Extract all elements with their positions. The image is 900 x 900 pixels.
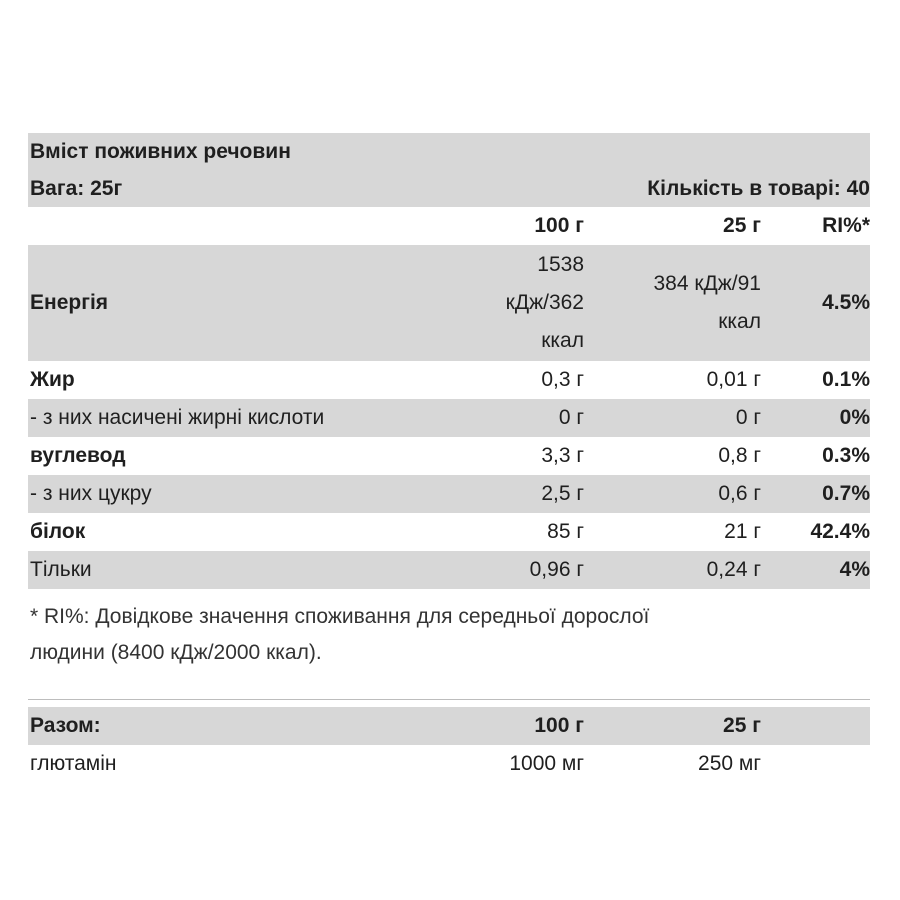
energy-per25-line: ккал bbox=[718, 310, 761, 333]
row-per100: 2,5 г bbox=[541, 482, 584, 505]
table-row bbox=[28, 437, 870, 475]
row-per25: 21 г bbox=[724, 520, 761, 543]
row-label: Жир bbox=[30, 368, 75, 391]
totals-header bbox=[28, 707, 870, 745]
row-per25: 0 г bbox=[735, 406, 761, 429]
row-ri: 4% bbox=[839, 558, 870, 581]
footnote-line: * RI%: Довідкове значення споживання для середньої дорослої bbox=[30, 605, 650, 628]
footnote bbox=[28, 599, 870, 671]
totals-item-per25: 250 мг bbox=[698, 752, 761, 775]
row-label: білок bbox=[30, 520, 86, 543]
energy-per100 bbox=[420, 246, 584, 360]
energy-per100-line: кДж/362 bbox=[505, 291, 584, 314]
quantity-label: Кількість в товарі: 40 bbox=[647, 176, 870, 200]
row-per100: 3,3 г bbox=[541, 444, 584, 467]
row-label: Тільки bbox=[30, 558, 92, 581]
row-per100: 85 г bbox=[547, 520, 584, 543]
row-label: Енергія bbox=[30, 291, 109, 314]
column-header-ri: RI%* bbox=[822, 214, 870, 237]
divider bbox=[28, 699, 870, 700]
row-per25: 0,01 г bbox=[706, 368, 761, 391]
row-per100: 0,3 г bbox=[541, 368, 584, 391]
row-label: - з них цукру bbox=[30, 482, 152, 505]
table-title-line bbox=[28, 133, 870, 170]
energy-per25 bbox=[584, 265, 761, 341]
totals-item-label: глютамін bbox=[30, 752, 117, 775]
row-per25: 0,6 г bbox=[718, 482, 761, 505]
weight-quantity-line bbox=[28, 170, 870, 207]
column-headers bbox=[28, 207, 870, 245]
table-row bbox=[28, 551, 870, 589]
table-row bbox=[28, 399, 870, 437]
row-ri: 0.1% bbox=[822, 368, 870, 391]
row-per100: 0,96 г bbox=[529, 558, 584, 581]
energy-per100-line: ккал bbox=[541, 329, 584, 352]
table-title: Вміст поживних речовин bbox=[30, 139, 291, 163]
row-label: вуглевод bbox=[30, 444, 126, 467]
energy-per25-line: 384 кДж/91 bbox=[653, 272, 761, 295]
column-header-25g: 25 г bbox=[723, 214, 761, 237]
totals-per25: 25 г bbox=[723, 714, 761, 737]
row-label: - з них насичені жирні кислоти bbox=[30, 406, 325, 429]
row-ri: 0% bbox=[839, 406, 870, 429]
row-per100: 0 г bbox=[558, 406, 584, 429]
table-row bbox=[28, 475, 870, 513]
table-row-energy bbox=[28, 245, 870, 361]
row-per25: 0,8 г bbox=[718, 444, 761, 467]
weight-label: Вага: 25г bbox=[30, 176, 123, 200]
table-row bbox=[28, 361, 870, 399]
energy-ri: 4.5% bbox=[822, 291, 870, 314]
nutrition-table bbox=[28, 133, 870, 783]
row-per25: 0,24 г bbox=[706, 558, 761, 581]
energy-per100-line: 1538 bbox=[537, 253, 584, 276]
table-row bbox=[28, 513, 870, 551]
column-header-100g: 100 г bbox=[534, 214, 584, 237]
footnote-line: людини (8400 кДж/2000 ккал). bbox=[30, 641, 322, 664]
table-header bbox=[28, 133, 870, 207]
row-ri: 0.3% bbox=[822, 444, 870, 467]
totals-item-per100: 1000 мг bbox=[509, 752, 584, 775]
totals-per100: 100 г bbox=[534, 714, 584, 737]
row-ri: 0.7% bbox=[822, 482, 870, 505]
totals-row bbox=[28, 745, 870, 783]
row-ri: 42.4% bbox=[810, 520, 870, 543]
totals-label: Разом: bbox=[30, 714, 101, 737]
